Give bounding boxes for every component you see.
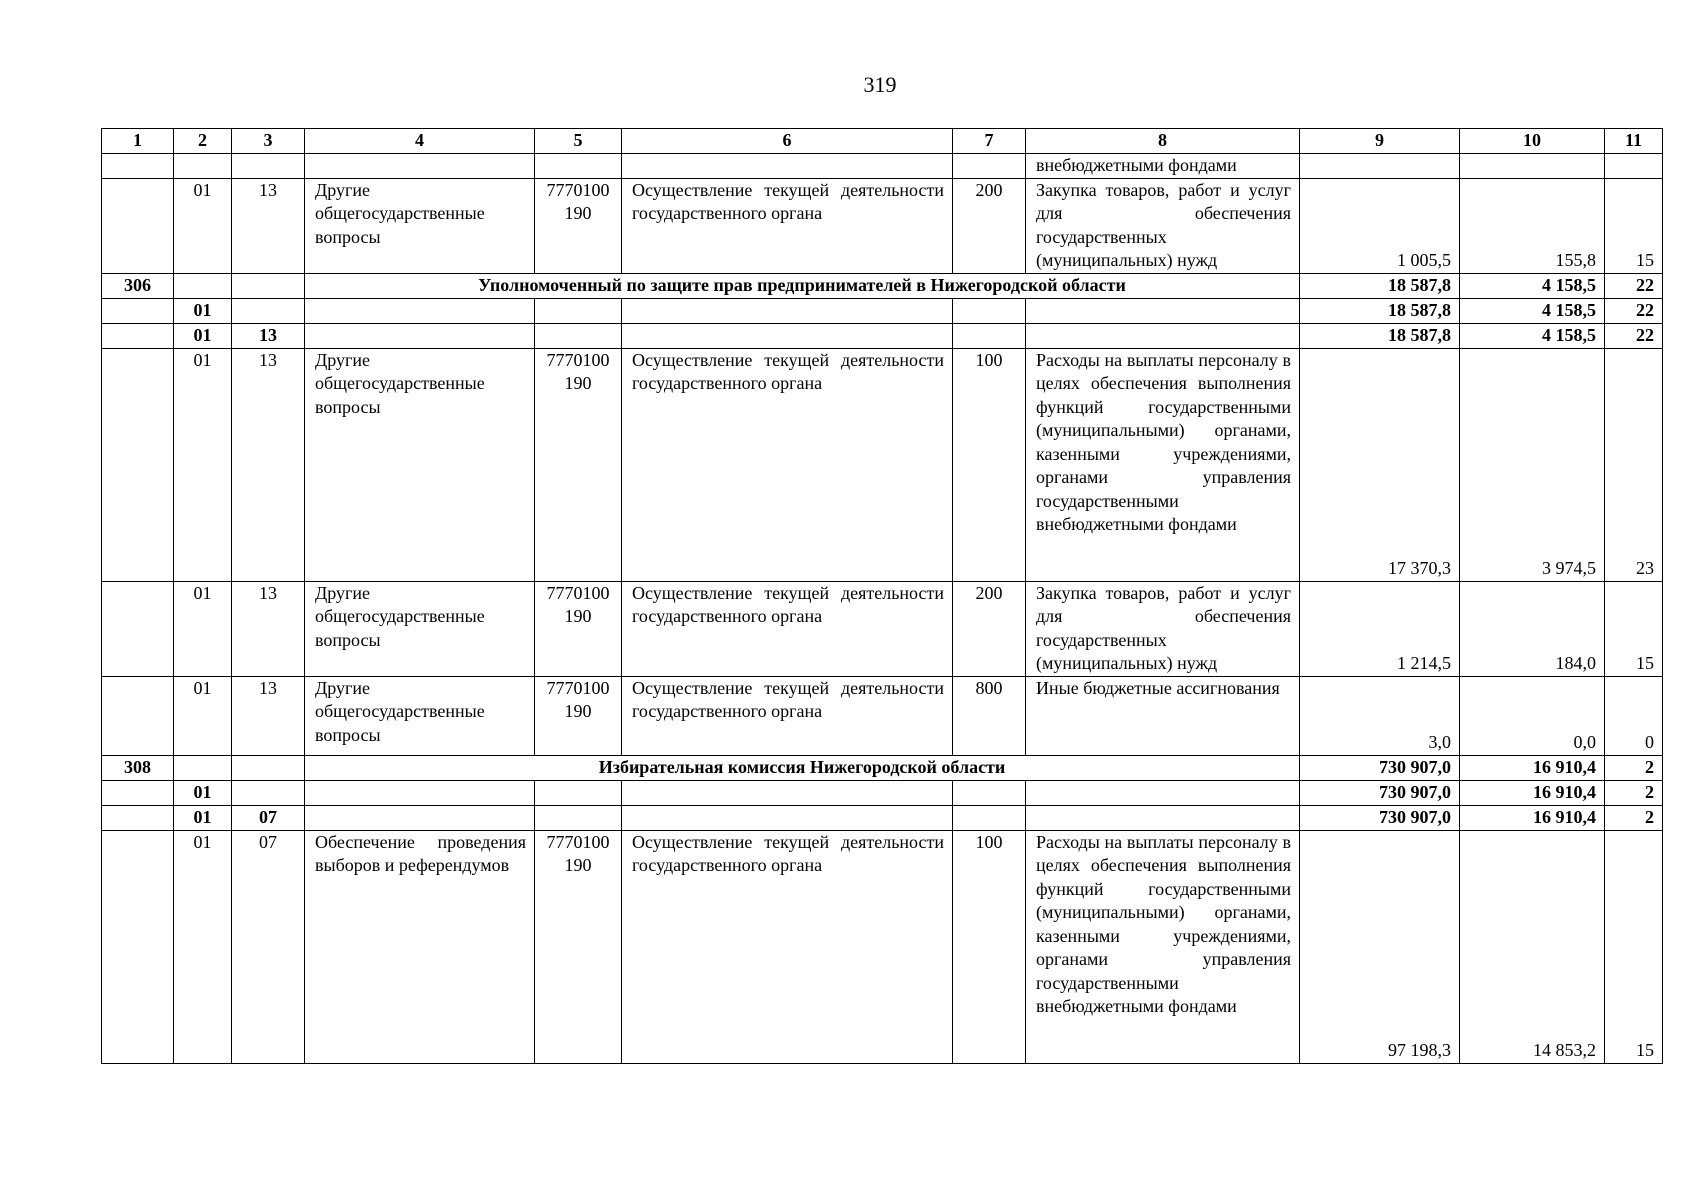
col-header: 4 (305, 129, 535, 154)
cell-ministry-title: Уполномоченный по защите прав предпринимателей в Нижегородской области (305, 273, 1300, 298)
cell-item-name: Обеспечение проведения выборов и референдумов (305, 830, 535, 1063)
cell-actual: 16 910,4 (1460, 805, 1605, 830)
cell (1605, 154, 1663, 179)
cell (232, 154, 305, 179)
table-row (102, 298, 1663, 323)
cell-expense-type: Закупка товаров, работ и услуг для обеспечения государственных (муниципальных) нужд (1026, 178, 1300, 273)
cell-plan: 17 370,3 (1300, 348, 1460, 581)
cell-expense-code: 200 (953, 581, 1026, 676)
col-header: 8 (1026, 129, 1300, 154)
table-row (102, 348, 1663, 581)
cell-target-code: 7770100190 (535, 581, 622, 676)
cell-section: 01 (174, 676, 232, 755)
col-header: 5 (535, 129, 622, 154)
cell-subsection: 13 (232, 676, 305, 755)
cell (953, 154, 1026, 179)
table-row (102, 805, 1663, 830)
cell-expense-type: Закупка товаров, работ и услуг для обеспечения государственных (муниципальных) нужд (1026, 581, 1300, 676)
cell-actual: 184,0 (1460, 581, 1605, 676)
cell-description: Осуществление текущей деятельности государственного органа (622, 178, 953, 273)
cell (102, 830, 174, 1063)
cell (232, 273, 305, 298)
cell-expense-code: 100 (953, 830, 1026, 1063)
cell-target-code: 7770100190 (535, 178, 622, 273)
cell (1026, 780, 1300, 805)
cell-section: 01 (174, 780, 232, 805)
cell-expense-type: внебюджетными фондами (1026, 154, 1300, 179)
cell-section: 01 (174, 830, 232, 1063)
cell-description: Осуществление текущей деятельности государственного органа (622, 348, 953, 581)
cell (102, 581, 174, 676)
cell-plan: 18 587,8 (1300, 298, 1460, 323)
cell (622, 805, 953, 830)
cell-percent: 22 (1605, 323, 1663, 348)
cell-plan: 97 198,3 (1300, 830, 1460, 1063)
cell (305, 323, 535, 348)
cell-percent: 15 (1605, 581, 1663, 676)
cell (174, 755, 232, 780)
cell (1460, 154, 1605, 179)
table-row (102, 780, 1663, 805)
table-row (102, 581, 1663, 676)
cell-item-name: Другие общегосударственные вопросы (305, 676, 535, 755)
cell-expense-type: Расходы на выплаты персоналу в целях обеспечения выполнения функций государственными (муниципальными) органами, казенными учреждениями, органами управления государственными внебюджетными фондами (1026, 830, 1300, 1063)
cell-item-name: Другие общегосударственные вопросы (305, 581, 535, 676)
cell (1026, 298, 1300, 323)
cell-item-name: Другие общегосударственные вопросы (305, 348, 535, 581)
cell (102, 676, 174, 755)
cell-percent: 0 (1605, 676, 1663, 755)
cell-percent: 2 (1605, 780, 1663, 805)
cell (622, 780, 953, 805)
cell (953, 780, 1026, 805)
table-row (102, 273, 1663, 298)
cell-percent: 2 (1605, 755, 1663, 780)
table-row (102, 154, 1663, 179)
cell-item-name: Другие общегосударственные вопросы (305, 178, 535, 273)
cell (102, 178, 174, 273)
cell (953, 805, 1026, 830)
cell-target-code: 7770100190 (535, 348, 622, 581)
col-header: 6 (622, 129, 953, 154)
cell (305, 298, 535, 323)
cell (102, 805, 174, 830)
col-header: 10 (1460, 129, 1605, 154)
cell-plan: 1 005,5 (1300, 178, 1460, 273)
table-row (102, 755, 1663, 780)
cell-expense-code: 100 (953, 348, 1026, 581)
cell (232, 298, 305, 323)
cell-actual: 4 158,5 (1460, 323, 1605, 348)
page-number: 319 (863, 72, 897, 97)
cell-ministry-code: 306 (102, 273, 174, 298)
cell (1026, 323, 1300, 348)
budget-table (101, 128, 1663, 1064)
cell-plan: 3,0 (1300, 676, 1460, 755)
cell (102, 298, 174, 323)
cell-section: 01 (174, 805, 232, 830)
cell-actual: 0,0 (1460, 676, 1605, 755)
cell-actual: 155,8 (1460, 178, 1605, 273)
table-row (102, 830, 1663, 1063)
cell (102, 780, 174, 805)
cell-percent: 2 (1605, 805, 1663, 830)
cell-subsection: 07 (232, 830, 305, 1063)
cell-description: Осуществление текущей деятельности государственного органа (622, 830, 953, 1063)
cell (305, 780, 535, 805)
cell-actual: 4 158,5 (1460, 273, 1605, 298)
cell (535, 780, 622, 805)
cell (305, 154, 535, 179)
cell-plan: 730 907,0 (1300, 755, 1460, 780)
cell-expense-type: Расходы на выплаты персоналу в целях обеспечения выполнения функций государственными (муниципальными) органами, казенными учреждениями, органами управления государственными внебюджетными фондами (1026, 348, 1300, 581)
col-header: 2 (174, 129, 232, 154)
cell-target-code: 7770100190 (535, 830, 622, 1063)
cell (535, 323, 622, 348)
cell-plan: 18 587,8 (1300, 323, 1460, 348)
cell-percent: 23 (1605, 348, 1663, 581)
cell-plan: 730 907,0 (1300, 805, 1460, 830)
cell-ministry-title: Избирательная комиссия Нижегородской области (305, 755, 1300, 780)
cell (535, 298, 622, 323)
cell-percent: 15 (1605, 830, 1663, 1063)
cell-percent: 22 (1605, 273, 1663, 298)
cell-actual: 14 853,2 (1460, 830, 1605, 1063)
cell (622, 154, 953, 179)
cell (174, 154, 232, 179)
cell (1026, 805, 1300, 830)
cell-description: Осуществление текущей деятельности государственного органа (622, 676, 953, 755)
col-header: 9 (1300, 129, 1460, 154)
cell (535, 154, 622, 179)
cell (174, 273, 232, 298)
col-header: 7 (953, 129, 1026, 154)
cell (102, 348, 174, 581)
cell-plan: 730 907,0 (1300, 780, 1460, 805)
cell-actual: 16 910,4 (1460, 780, 1605, 805)
cell-expense-code: 800 (953, 676, 1026, 755)
header-row (102, 129, 1663, 154)
cell (232, 755, 305, 780)
cell (102, 323, 174, 348)
cell-percent: 15 (1605, 178, 1663, 273)
cell-subsection: 13 (232, 348, 305, 581)
table-row (102, 178, 1663, 273)
cell-expense-type: Иные бюджетные ассигнования (1026, 676, 1300, 755)
cell-plan: 1 214,5 (1300, 581, 1460, 676)
cell (232, 780, 305, 805)
cell-section: 01 (174, 348, 232, 581)
cell (102, 154, 174, 179)
cell-description: Осуществление текущей деятельности государственного органа (622, 581, 953, 676)
cell-subsection: 13 (232, 581, 305, 676)
table-row (102, 323, 1663, 348)
cell-ministry-code: 308 (102, 755, 174, 780)
cell-actual: 3 974,5 (1460, 348, 1605, 581)
col-header: 11 (1605, 129, 1663, 154)
col-header: 1 (102, 129, 174, 154)
cell (305, 805, 535, 830)
cell (535, 805, 622, 830)
cell-actual: 16 910,4 (1460, 755, 1605, 780)
cell (1300, 154, 1460, 179)
cell (622, 298, 953, 323)
cell-section: 01 (174, 323, 232, 348)
table-row (102, 676, 1663, 755)
cell-actual: 4 158,5 (1460, 298, 1605, 323)
cell-percent: 22 (1605, 298, 1663, 323)
cell (622, 323, 953, 348)
cell-plan: 18 587,8 (1300, 273, 1460, 298)
cell-subsection: 13 (232, 323, 305, 348)
cell-expense-code: 200 (953, 178, 1026, 273)
cell-subsection: 07 (232, 805, 305, 830)
cell-target-code: 7770100190 (535, 676, 622, 755)
col-header: 3 (232, 129, 305, 154)
cell-subsection: 13 (232, 178, 305, 273)
cell-section: 01 (174, 581, 232, 676)
cell (953, 298, 1026, 323)
cell-section: 01 (174, 298, 232, 323)
cell (953, 323, 1026, 348)
cell-section: 01 (174, 178, 232, 273)
